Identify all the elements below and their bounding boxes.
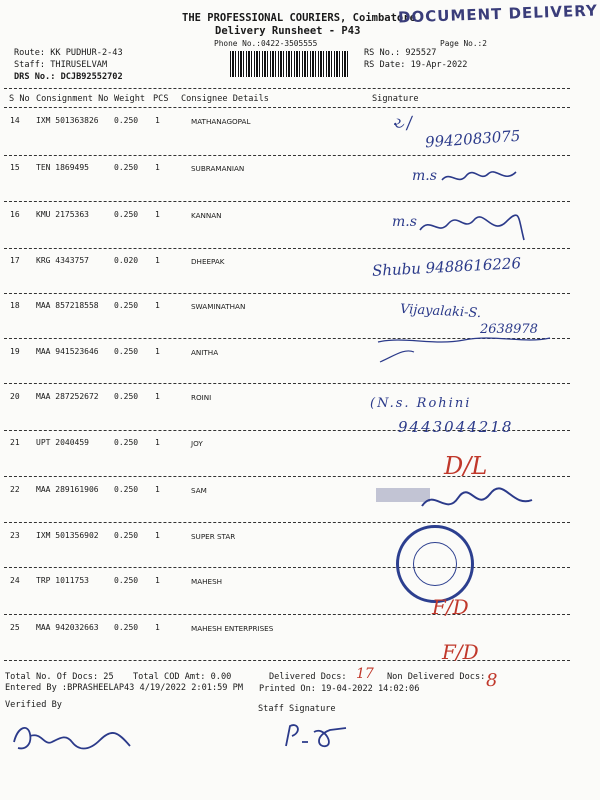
row-consignee: DHEEPAK [191,257,225,266]
row-weight: 0.250 [114,392,139,401]
row-pcs: 1 [155,347,160,356]
staff-signature-label: Staff Signature [258,704,336,714]
row-pcs: 1 [155,301,160,310]
barcode-image [230,51,350,77]
col-signature: Signature [372,94,419,104]
signature-number-18: 2638978 [480,322,538,337]
signature-row-17: Shubu 9488616226 [371,254,522,280]
signature-row-15: m.s [412,168,437,184]
row-weight: 0.250 [114,485,139,494]
row-pcs: 1 [155,256,160,265]
row-sno: 25 [10,623,20,632]
verified-by-label: Verified By [5,700,62,710]
signature-row-18: Vijayalaki-S. [399,301,482,322]
rs-date: RS Date: 19-Apr-2022 [364,60,468,70]
signature-row-21: D/L [444,452,488,480]
non-delivered-docs-label: Non Delivered Docs: [387,672,486,682]
delivered-docs-label: Delivered Docs: [269,672,347,682]
row-sno: 22 [10,485,20,494]
total-cod: Total COD Amt: 0.00 [133,672,232,682]
row-weight: 0.250 [114,210,139,219]
signature-row-25: F/D [442,640,479,664]
row-pcs: 1 [155,392,160,401]
company-name: THE PROFESSIONAL COURIERS, Coimbatore [182,12,416,24]
printed-on: Printed On: 19-04-2022 14:02:06 [259,684,420,694]
row-weight: 0.250 [114,576,139,585]
row-sno: 18 [10,301,20,310]
drs-number: DRS No.: DCJB92552702 [14,72,123,82]
row-consignee: MAHESH ENTERPRISES [191,624,274,633]
row-sno: 21 [10,438,20,447]
staff-signature [280,718,360,754]
col-weight: Weight [114,94,146,104]
row-divider [4,293,570,294]
row-consignment: IXM 501356902 [36,531,99,540]
phone-number: Phone No.:0422-3505555 [214,39,318,48]
route: Route: KK PUDHUR-2-43 [14,48,123,58]
row-weight: 0.020 [114,256,139,265]
signature-scribble-22 [372,478,552,524]
row-sno: 17 [10,256,20,265]
company-seal [396,525,474,603]
row-consignment: MAA 289161906 [36,485,99,494]
row-weight: 0.250 [114,623,139,632]
row-consignment: UPT 2040459 [36,438,89,447]
row-pcs: 1 [155,576,160,585]
rs-number: RS No.: 925527 [364,48,437,58]
row-divider [4,201,570,202]
row-sno: 24 [10,576,20,585]
verified-by-signature [8,712,138,762]
signature-scribble-19 [374,332,554,368]
page-number: Page No.:2 [440,39,487,48]
runsheet-title: Delivery Runsheet - P43 [215,25,361,37]
row-consignee: SAM [191,486,207,495]
row-consignee: ANITHA [191,348,219,357]
col-consignee: Consignee Details [181,94,269,104]
row-consignee: MATHANAGOPAL [191,117,251,126]
row-pcs: 1 [155,116,160,125]
header-divider-top [4,88,570,89]
row-divider [4,614,570,615]
row-consignee: MAHESH [191,577,223,586]
staff-name: Staff: THIRUSELVAM [14,60,108,70]
row-consignee: JOY [191,439,203,448]
col-consignment: Consignment No [36,94,109,104]
row-consignment: KRG 4343757 [36,256,89,265]
row-divider [4,567,570,568]
row-consignment: TRP 1011753 [36,576,89,585]
row-consignment: TEN 1869495 [36,163,89,172]
row-pcs: 1 [155,485,160,494]
handwritten-initials: ચ્‍ / [391,113,413,135]
delivered-docs-count: 17 [356,666,374,682]
row-weight: 0.250 [114,347,139,356]
row-divider [4,155,570,156]
row-consignment: MAA 941523646 [36,347,99,356]
row-consignment: MAA 287252672 [36,392,99,401]
row-consignee: SUPER STAR [191,532,236,541]
signature-scribble-16 [418,206,528,246]
row-pcs: 1 [155,210,160,219]
row-pcs: 1 [155,438,160,447]
row-consignment: IXM 501363826 [36,116,99,125]
row-weight: 0.250 [114,531,139,540]
col-pcs: PCS [153,94,169,104]
signature-number-20: 9443044218 [398,418,514,436]
document-delivery-stamp: DOCUMENT DELIVERY [397,1,599,27]
row-sno: 16 [10,210,20,219]
row-consignment: MAA 942032663 [36,623,99,632]
signature-row-20: (N.s. Rohini [370,396,472,411]
row-pcs: 1 [155,531,160,540]
row-sno: 15 [10,163,20,172]
row-weight: 0.250 [114,301,139,310]
row-consignee: SWAMINATHAN [191,302,246,311]
row-consignee: SUBRAMANIAN [191,164,245,173]
non-delivered-docs-count: 8 [486,670,498,691]
row-divider [4,248,570,249]
row-pcs: 1 [155,163,160,172]
row-divider [4,383,570,384]
row-consignment: MAA 857218558 [36,301,99,310]
signature-scribble-15 [440,166,520,190]
entered-by: Entered By :BPRASHEELAP43 4/19/2022 2:01:59 PM [5,683,243,693]
row-sno: 19 [10,347,20,356]
row-pcs: 1 [155,623,160,632]
row-sno: 20 [10,392,20,401]
row-sno: 14 [10,116,20,125]
signature-row-14: 9942083075 [424,126,521,152]
signature-row-16: m.s [392,214,417,230]
signature-row-24: F/D [432,595,469,619]
header-divider-bottom [4,107,570,108]
total-docs: Total No. Of Docs: 25 [5,672,114,682]
row-sno: 23 [10,531,20,540]
row-consignment: KMU 2175363 [36,210,89,219]
row-consignee: ROINI [191,393,212,402]
row-weight: 0.250 [114,438,139,447]
row-weight: 0.250 [114,116,139,125]
row-consignee: KANNAN [191,211,222,220]
row-divider [4,660,570,661]
row-weight: 0.250 [114,163,139,172]
col-sno: S No [9,94,30,104]
